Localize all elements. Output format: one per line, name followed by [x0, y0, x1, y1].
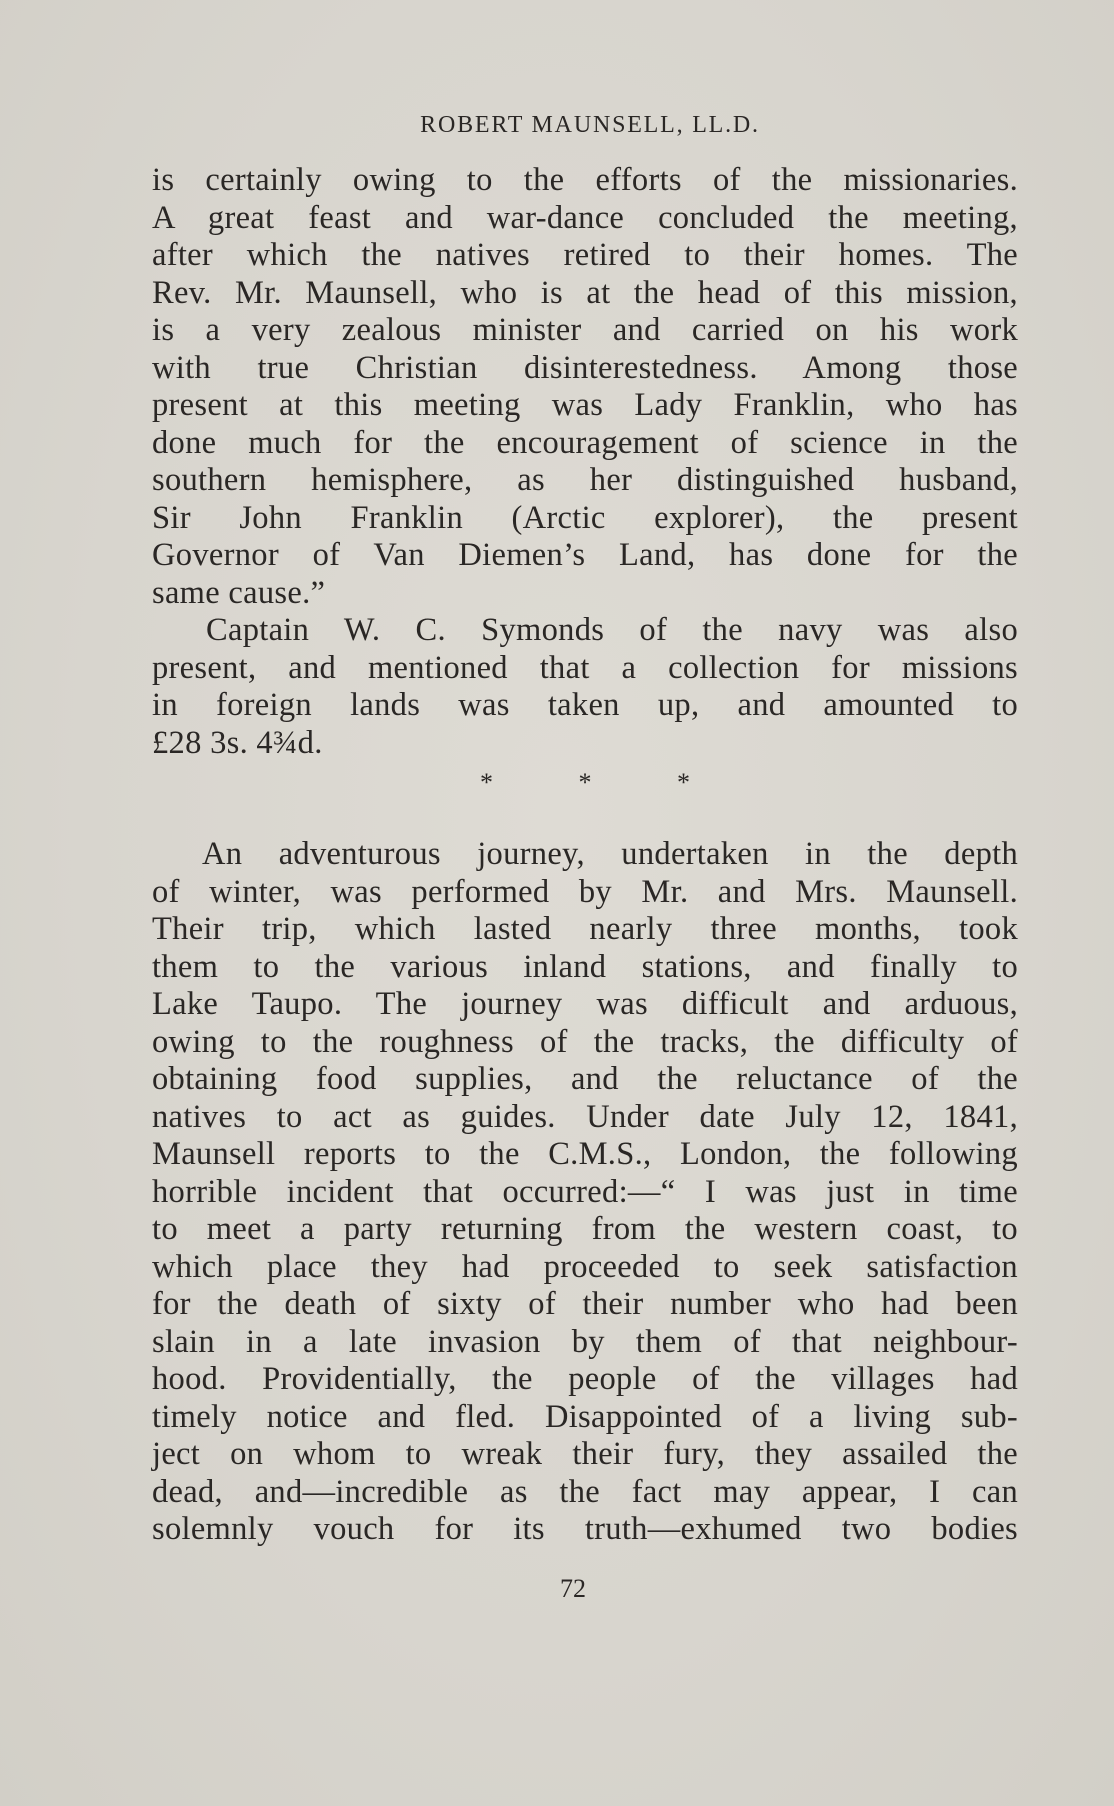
text-block-bottom — [152, 836, 1018, 1549]
asterisk-mark: * — [480, 768, 493, 797]
text-line: done much for the encouragement of science in the — [152, 424, 1018, 461]
text-line: after which the natives retired to their homes. The — [152, 237, 1018, 273]
text-line: for the death of sixty of their number who had been — [152, 1286, 1018, 1322]
text-line: solemnly vouch for its truth—exhumed two bodies — [152, 1511, 1018, 1547]
text-line: Lake Taupo. The journey was difficult and arduous, — [152, 986, 1018, 1022]
text-line: timely notice and fled. Disappointed of a living sub- — [152, 1398, 1018, 1435]
text-line: obtaining food supplies, and the reluctance of the — [152, 1061, 1018, 1097]
text-line: present, and mentioned that a collection for missions — [152, 649, 1018, 686]
text-line: same cause.” — [152, 574, 326, 611]
text-block-top — [152, 162, 1018, 762]
text-line: Maunsell reports to the C.M.S., London, the following — [152, 1136, 1018, 1172]
text-line: ject on whom to wreak their fury, they assailed the — [152, 1436, 1018, 1472]
asterisk-mark: * — [677, 768, 690, 797]
text-line: Their trip, which lasted nearly three months, took — [152, 911, 1018, 947]
asterisk-mark: * — [578, 768, 592, 797]
text-line: Rev. Mr. Maunsell, who is at the head of this mission, — [152, 274, 1018, 311]
text-line: in foreign lands was taken up, and amounted to — [152, 687, 1018, 723]
text-line: of winter, was performed by Mr. and Mrs. Maunsell. — [152, 873, 1018, 910]
text-line: Sir John Franklin (Arctic explorer), the present — [152, 499, 1018, 536]
running-head: ROBERT MAUNSELL, LL.D. — [420, 112, 760, 138]
text-line: An adventurous journey, undertaken in the depth — [202, 836, 1018, 872]
text-line: hood. Providentially, the people of the villages had — [152, 1361, 1018, 1397]
paragraph-continued-quote — [152, 162, 1018, 612]
text-line: is certainly owing to the efforts of the missionaries. — [152, 162, 1018, 198]
text-line: slain in a late invasion by them of that neighbour- — [152, 1323, 1018, 1360]
text-line: which place they had proceeded to seek satisfaction — [152, 1248, 1018, 1285]
text-line: to meet a party returning from the western coast, to — [152, 1211, 1018, 1247]
text-line: southern hemisphere, as her distinguished husband, — [152, 462, 1018, 498]
paragraph-symonds — [152, 612, 1018, 762]
text-line: natives to act as guides. Under date July 12, 1841, — [152, 1098, 1018, 1135]
text-line: present at this meeting was Lady Franklin, who has — [152, 387, 1018, 423]
text-line: Captain W. C. Symonds of the navy was also — [206, 612, 1018, 648]
section-separator — [480, 768, 690, 798]
page-number: 72 — [560, 1574, 586, 1603]
text-line: horrible incident that occurred:—“ I was just in time — [152, 1173, 1018, 1210]
text-line: dead, and—incredible as the fact may appear, I can — [152, 1473, 1018, 1510]
text-line: A great feast and war-dance concluded the meeting, — [152, 199, 1018, 236]
text-line: £28 3s. 4¾d. — [152, 724, 323, 761]
text-line: owing to the roughness of the tracks, the difficulty of — [152, 1023, 1018, 1060]
text-line: them to the various inland stations, and finally to — [152, 948, 1018, 985]
text-line: Governor of Van Diemen’s Land, has done for the — [152, 537, 1018, 573]
paragraph-journey — [152, 836, 1018, 1549]
text-line: is a very zealous minister and carried on his work — [152, 312, 1018, 348]
text-line: with true Christian disinterestedness. Among those — [152, 349, 1018, 386]
